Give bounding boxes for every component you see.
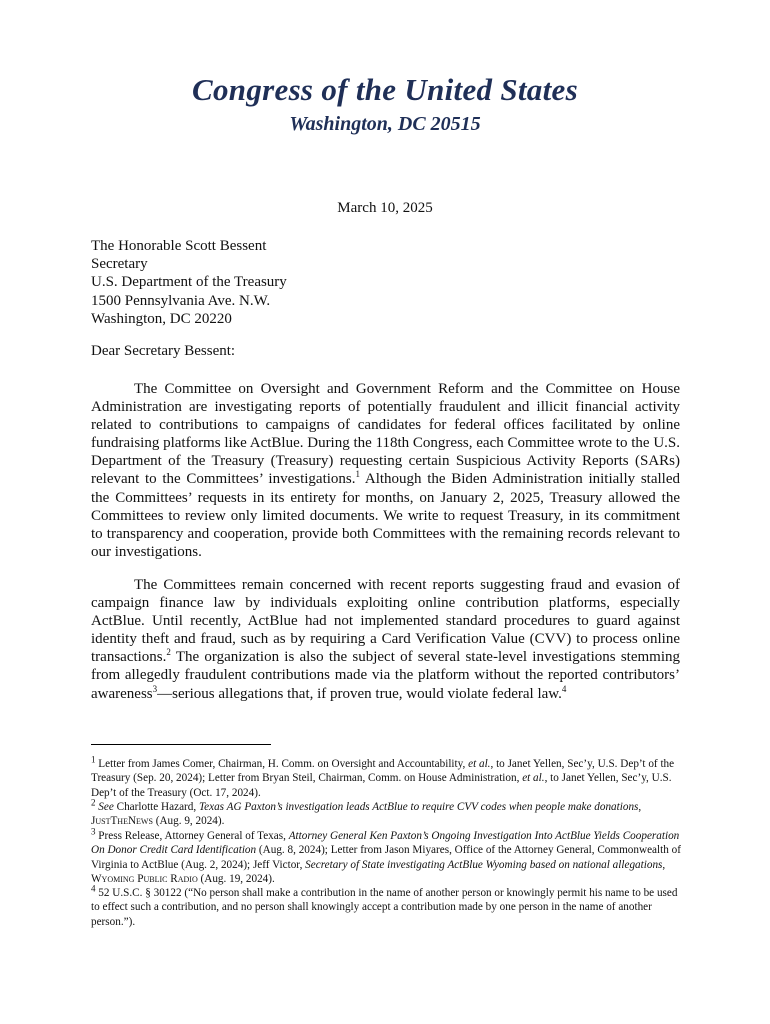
footnote-italic: Texas AG Paxton’s investigation leads ActBlue to require CVV codes when people make donations	[198, 801, 639, 813]
footnote-number: 1	[91, 754, 96, 765]
footnote-text: ,	[638, 801, 642, 813]
address-line: 1500 Pennsylvania Ave. N.W.	[91, 292, 271, 309]
body-paragraph-2	[91, 576, 680, 703]
footnote-italic: Secretary of State investigating ActBlue Wyoming based on national allegations	[305, 858, 663, 871]
footnote-ref: 2	[166, 647, 171, 658]
footnote-ref: 3	[152, 683, 158, 694]
footnote-italic: et al.	[522, 772, 545, 785]
footnote-text: (Aug. 9, 2024).	[152, 815, 225, 828]
footnote-text: 52 U.S.C. § 30122 (“No person shall make a contribution in the name of another person or knowingly permit his name to be used to effect such a contribution, and no person shall knowingly accept a contribution made by one person in the name of another person.”).	[91, 887, 678, 928]
footnote-text: Charlotte Hazard,	[113, 801, 199, 813]
footnote-number: 2	[91, 797, 96, 808]
recipient-address	[91, 237, 287, 328]
address-line: Washington, DC 20220	[91, 310, 232, 327]
footnote-text: (Aug. 19, 2024).	[197, 872, 275, 885]
footnote-italic: et al.	[468, 758, 491, 770]
footnote-text: , to Janet Yellen, Sec’y, U.S. Dep’t of the Treasury (Sep. 20, 2024); Letter from Bryan Steil, Chairman, Comm. on House Administration,	[91, 758, 675, 785]
address-line: Secretary	[91, 256, 148, 273]
footnote-text: (Aug. 8, 2024); Letter from Jason Miyares, Office of the Attorney General, Commonwealth of Virginia to ActBlue (Aug. 2, 2024); Jeff Victor,	[91, 844, 681, 871]
letterhead-title: Congress of the United States	[192, 72, 578, 107]
footnote-text: ,	[662, 858, 666, 871]
footnote-text: , to Janet Yellen, Sec’y, U.S. Dep’t of the Treasury (Oct. 17, 2024).	[91, 772, 672, 799]
footnote-2	[91, 797, 681, 829]
paragraph-text: —serious allegations that, if proven true, would violate federal law.	[157, 685, 562, 702]
footnote-ref: 4	[561, 683, 567, 694]
address-line: The Honorable Scott Bessent	[91, 238, 267, 254]
paragraph-text: The organization is also the subject of several state-level investigations stemming from allegedly fraudulent contributions made via the platform without the reported contributors’ awareness	[91, 649, 680, 702]
footnote-text: Press Release, Attorney General of Texas,	[95, 830, 289, 842]
salutation: Dear Secretary Bessent:	[91, 343, 236, 359]
address-line: U.S. Department of the Treasury	[91, 274, 287, 291]
footnote-source: Wyoming Public Radio	[91, 872, 198, 885]
letter-date: March 10, 2025	[337, 200, 433, 216]
footnote-4	[91, 883, 681, 929]
footnote-text: Letter from James Comer, Chairman, H. Comm. on Oversight and Accountability,	[95, 758, 469, 770]
footnote-italic: See	[95, 801, 114, 813]
paragraph-text: Although the Biden Administration initially stalled the Committees’ requests in its entirety for months, on January 2, 2025, Treasury allowed the Committees to review only limited documents. We write to request Treasury, in its commitment to transparency and cooperation, provide both Committees with the remaining records relevant to our investigations.	[91, 471, 680, 560]
footnote-source: JustTheNews	[91, 815, 153, 828]
paragraph-text: The Committees remain concerned with recent reports suggesting fraud and evasion of campaign finance law by individuals exploiting online contribution platforms, especially ActBlue. Until recently, ActBlue had not implemented standard procedures to guard against identity theft and fraud, such as by requiring a Card Verification Value (CVV) to process online transactions.	[91, 577, 680, 666]
footnote-number: 4	[91, 883, 96, 894]
footnote-3	[91, 826, 681, 886]
paragraph-text: The Committee on Oversight and Government Reform and the Committee on House Administration are investigating reports of potentially fraudulent and illicit financial activity related to contributions to campaigns of candidates for federal offices facilitated by online fundraising platforms like ActBlue. During the 118th Congress, each Committee wrote to the U.S. Department of the Treasury (Treasury) requesting certain Suspicious Activity Reports (SARs) relevant to the Committees’ investigations.	[91, 381, 680, 488]
body-paragraph-1	[91, 380, 680, 561]
footnote-number: 3	[91, 826, 96, 837]
footnote-divider	[91, 744, 271, 745]
footnote-1	[91, 754, 681, 800]
letterhead-city: Washington, DC 20515	[289, 113, 481, 135]
footnote-italic: Attorney General Ken Paxton’s Ongoing Investigation Into ActBlue Yields Cooperation On Donor Credit Card Identification	[91, 830, 680, 857]
footnote-ref: 1	[355, 469, 361, 480]
